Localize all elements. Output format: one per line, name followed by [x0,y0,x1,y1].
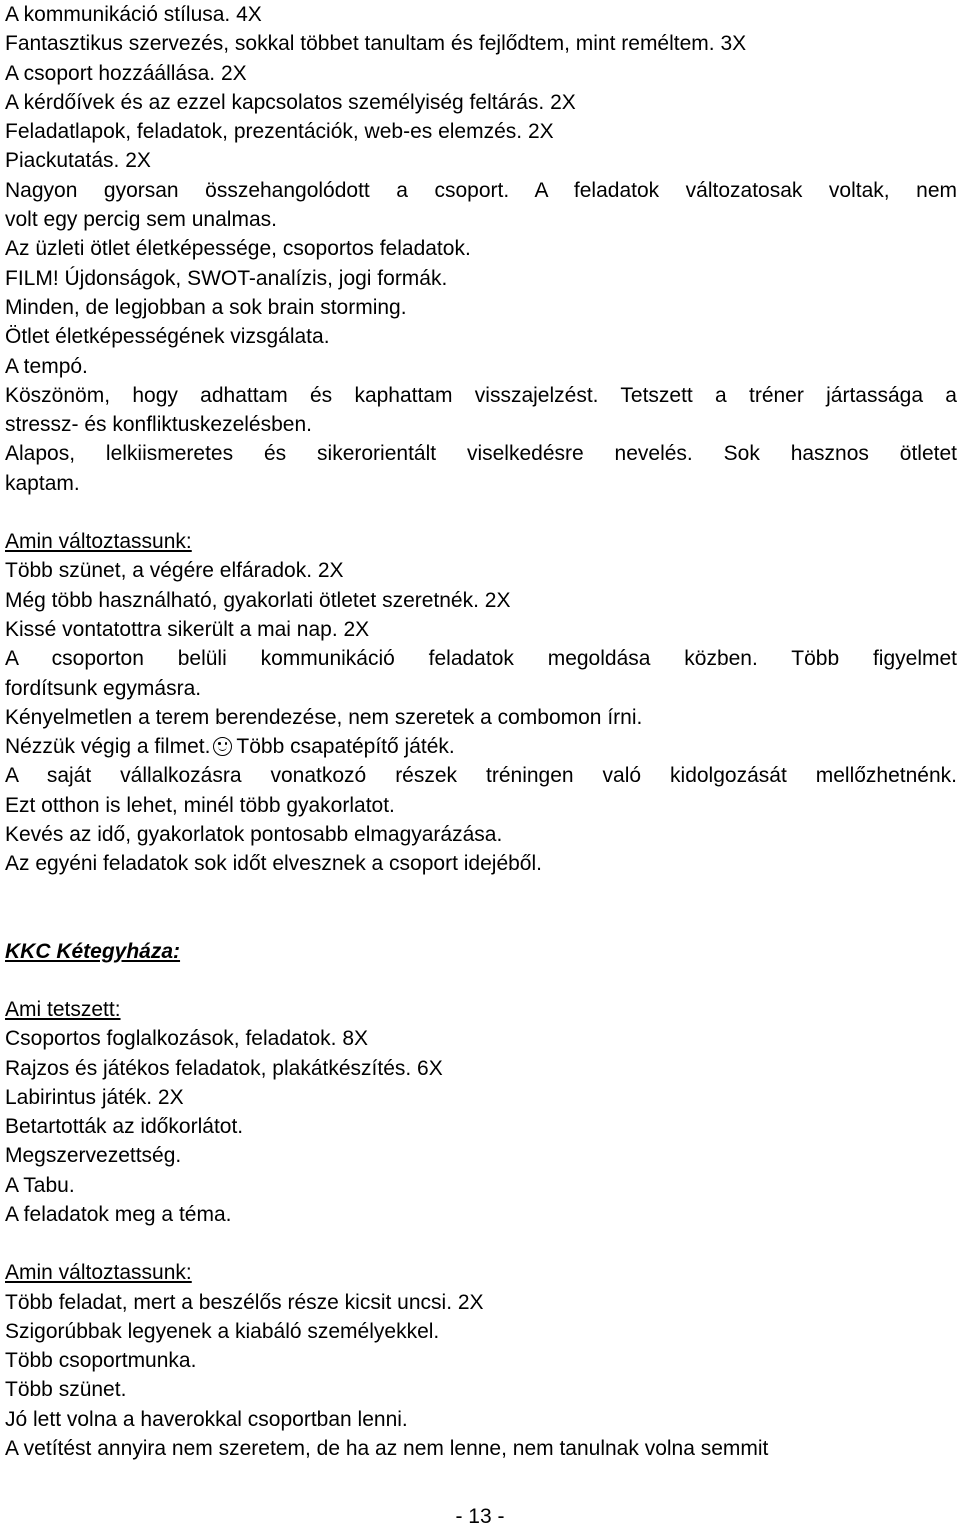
change-line: A vetítést annyira nem szeretem, de ha az nem lenne, nem tanulnak volna semmit [5,1437,769,1461]
feedback-line: Ezt otthon is lehet, minél több gyakorlatot. [5,793,395,817]
liked-line: A feladatok meg a téma. [5,1202,232,1226]
feedback-line: Még több használható, gyakorlati ötletet szeretnék. 2X [5,588,511,612]
feedback-line: Fantasztikus szervezés, sokkal többet tanultam és fejlődtem, mint reméltem. 3X [5,32,747,56]
section-title: KKC Kétegyháza: [5,939,181,963]
feedback-line: Piackutatás. 2X [5,149,151,173]
change-heading: Amin változtassunk: [5,1261,192,1285]
smiley-line-after: Több csapatépítő játék. [236,735,455,759]
feedback-line: Kissé vontatottra sikerült a mai nap. 2X [5,617,370,641]
document-page [5,0,957,1463]
smiley-icon [213,737,232,756]
feedback-line: Az egyéni feladatok sok időt elvesznek a csoport idejéből. [5,852,542,876]
section-heading: Amin változtassunk: [5,530,192,554]
change-line: Több szünet. [5,1378,127,1402]
liked-line: Labirintus játék. 2X [5,1085,184,1109]
feedback-line: kaptam. [5,471,80,495]
liked-line: Rajzos és játékos feladatok, plakátkészítés. 6X [5,1056,443,1080]
feedback-line: stressz- és konfliktuskezelésben. [5,413,312,437]
liked-heading: Ami tetszett: [5,997,121,1021]
feedback-block-1 [5,0,957,498]
feedback-line: Alapos, lelkiismeretes és sikerorientált viselkedésre nevelés. Sok hasznos ötletet [5,442,957,466]
feedback-line-with-smiley [5,732,957,761]
feedback-line: Kevés az idő, gyakorlatok pontosabb elmagyarázása. [5,823,503,847]
feedback-line: Több szünet, a végére elfáradok. 2X [5,559,344,583]
change-line: Szigorúbbak legyenek a kiabáló személyekkel. [5,1319,440,1343]
liked-line: Betartották az időkorlátot. [5,1115,244,1139]
change-line: Több csoportmunka. [5,1349,197,1373]
liked-line: Csoportos foglalkozások, feladatok. 8X [5,1027,369,1051]
page-number: - 13 - [455,1505,505,1528]
feedback-line: Kényelmetlen a terem berendezése, nem szeretek a combomon írni. [5,705,643,729]
change-line: Több feladat, mert a beszélős része kicsit uncsi. 2X [5,1290,484,1314]
liked-line: Megszervezettség. [5,1144,182,1168]
feedback-line: FILM! Újdonságok, SWOT-analízis, jogi formák. [5,266,448,290]
feedback-line: A csoport hozzáállása. 2X [5,61,247,85]
feedback-line: Az üzleti ötlet életképessége, csoportos feladatok. [5,237,471,261]
feedback-line: A saját vállalkozásra vonatkozó részek tréningen való kidolgozását mellőzhetnénk. [5,764,957,788]
feedback-line: volt egy percig sem unalmas. [5,208,277,232]
feedback-line: Nagyon gyorsan összehangolódott a csoport. A feladatok változatosak voltak, nem [5,178,957,202]
change-line: Jó lett volna a haverokkal csoportban lenni. [5,1407,408,1431]
feedback-line: Feladatlapok, feladatok, prezentációk, web-es elemzés. 2X [5,120,554,144]
feedback-line: A tempó. [5,354,88,378]
feedback-line: Ötlet életképességének vizsgálata. [5,325,330,349]
feedback-line: A kommunikáció stílusa. 4X [5,3,262,26]
section-kkc-ketegyhaza [5,937,957,1464]
change-block-1 [5,527,957,879]
feedback-line: fordítsunk egymásra. [5,676,202,700]
feedback-line: Minden, de legjobban a sok brain storming. [5,295,407,319]
liked-line: A Tabu. [5,1173,75,1197]
smiley-line-before: Nézzük végig a filmet. [5,735,211,759]
feedback-line: Köszönöm, hogy adhattam és kaphattam visszajelzést. Tetszett a tréner jártassága a [5,383,957,407]
feedback-line: A kérdőívek és az ezzel kapcsolatos személyiség feltárás. 2X [5,90,576,114]
feedback-line: A csoporton belüli kommunikáció feladatok megoldása közben. Több figyelmet [5,647,957,671]
